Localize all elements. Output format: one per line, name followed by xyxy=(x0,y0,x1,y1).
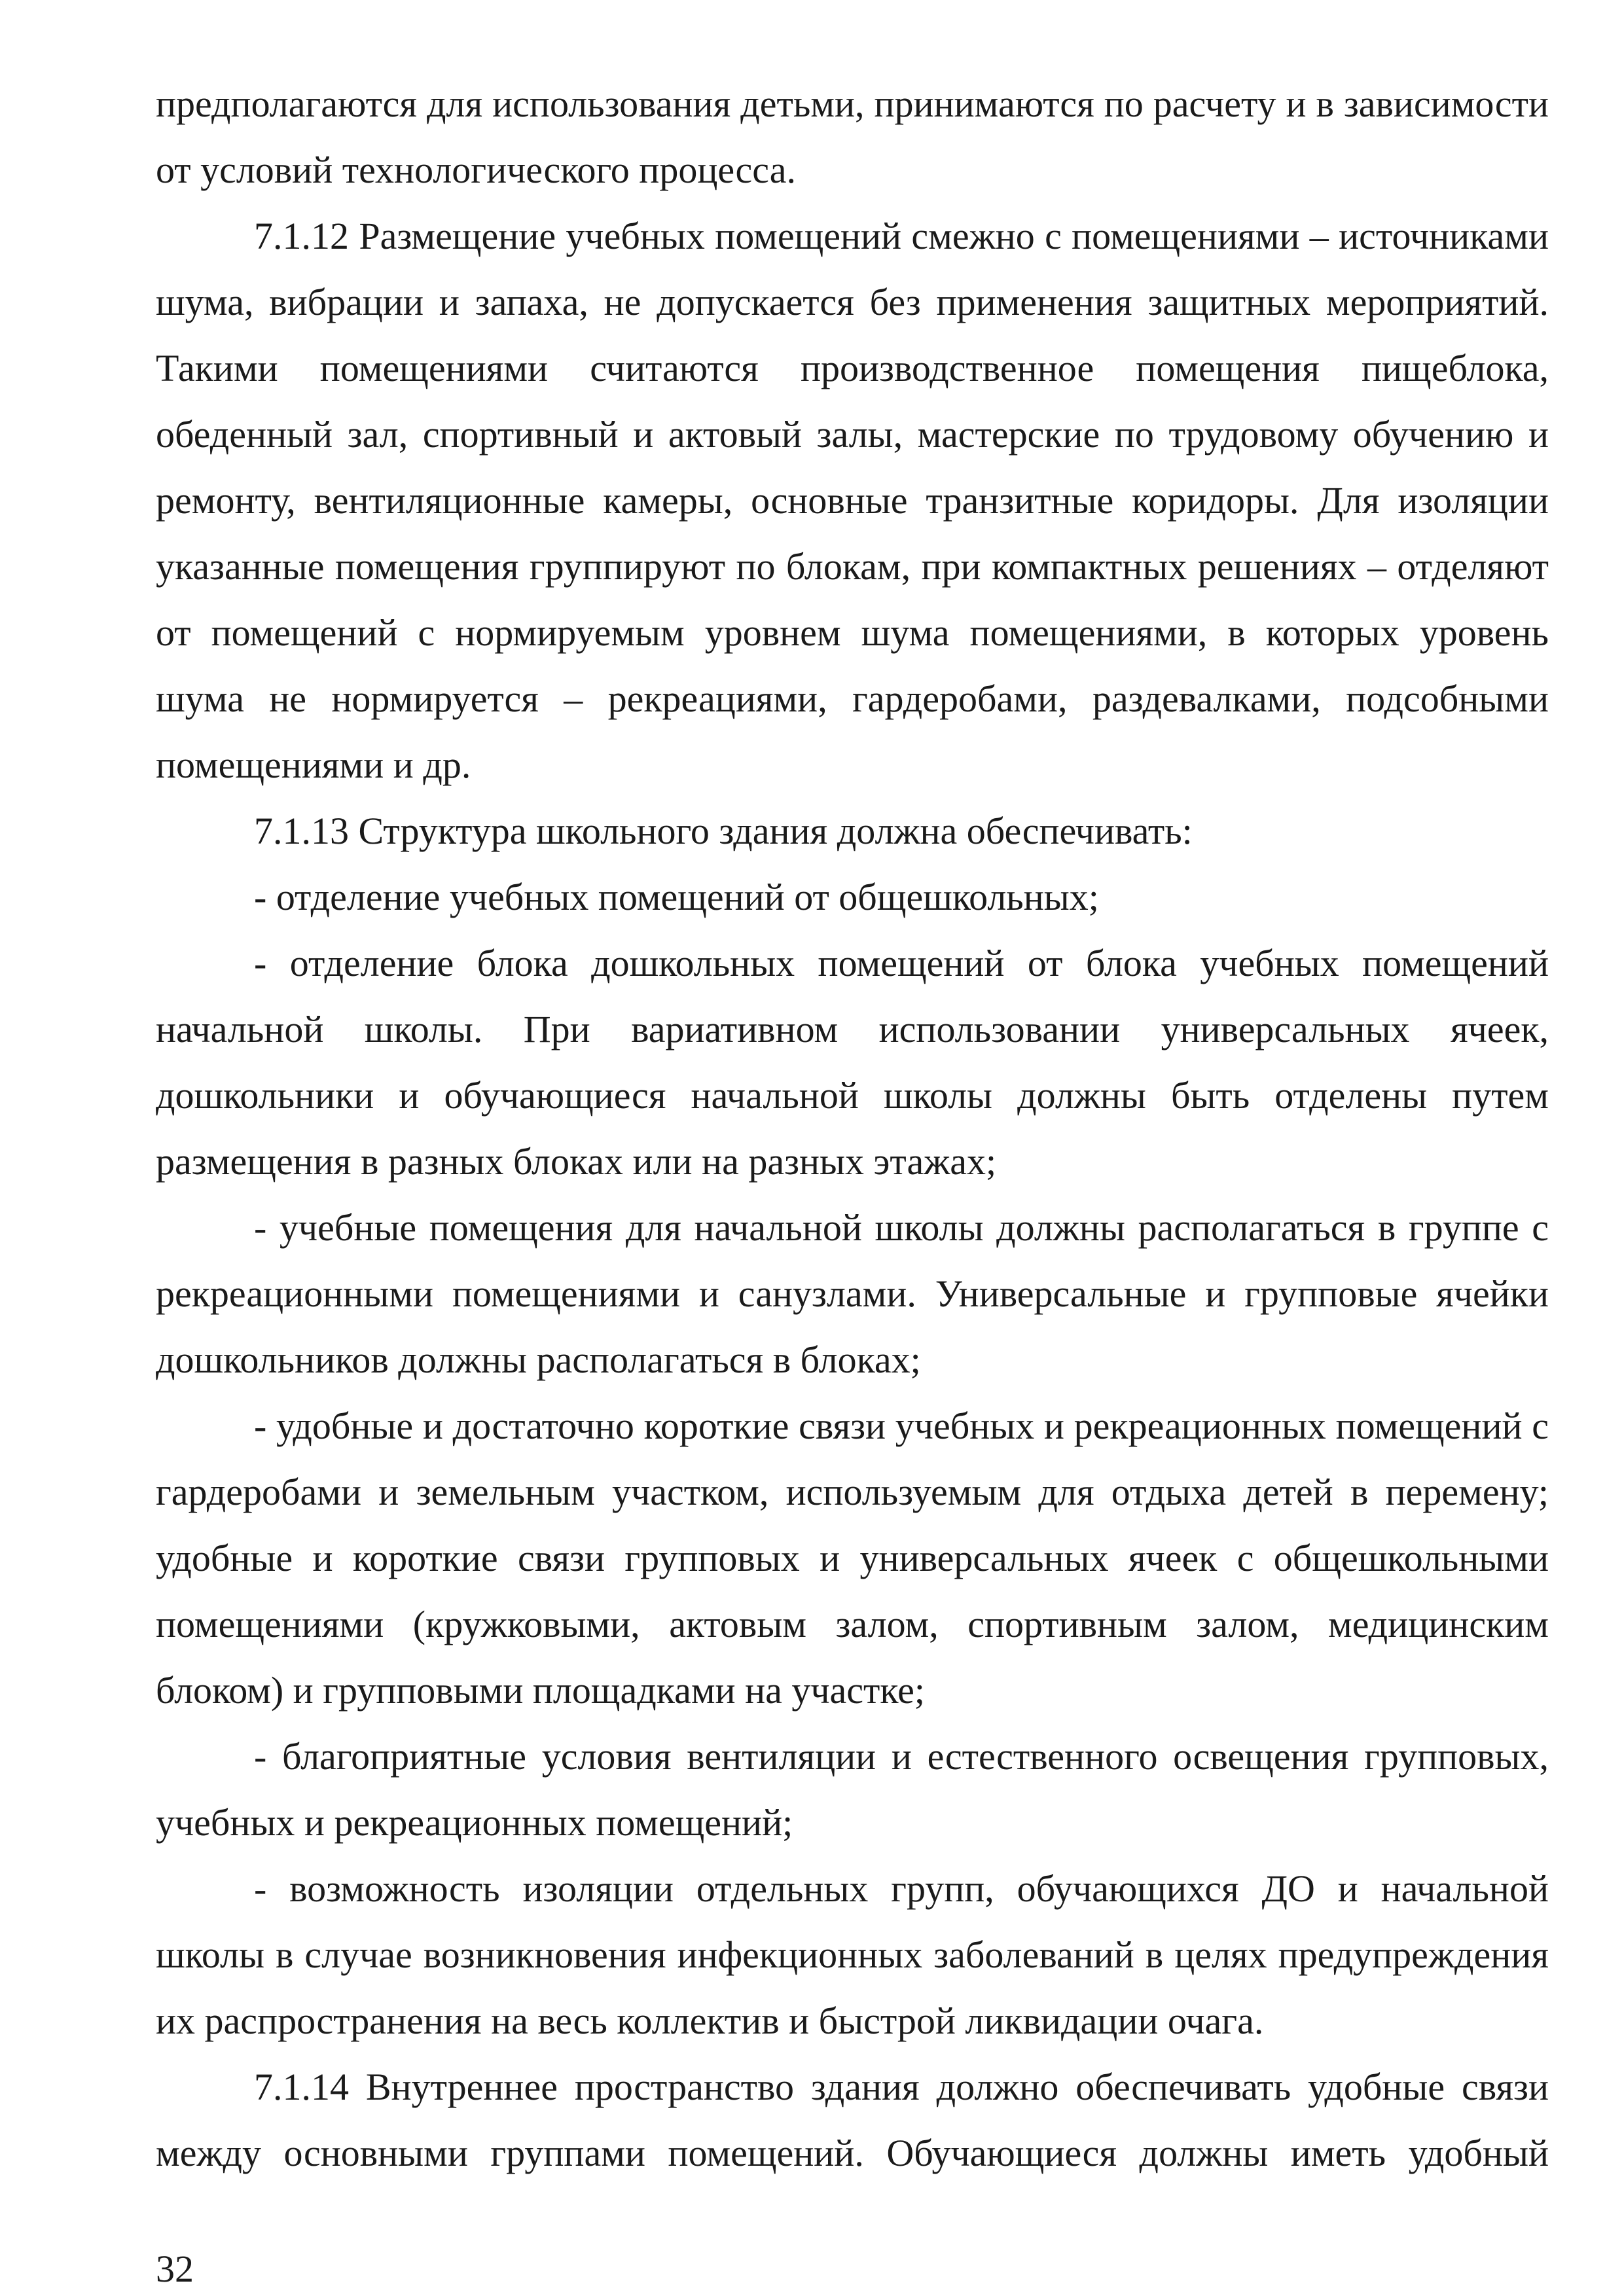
paragraph-7-1-13: 7.1.13 Структура школьного здания должна обеспечивать: xyxy=(254,810,1193,852)
list-item-ventilation-lighting: - благоприятные условия вентиляции и естественного освещения групповых, учебных и рекреационных помещений; xyxy=(156,1735,1549,1844)
list-item-separation-classrooms: - отделение учебных помещений от общешкольных; xyxy=(254,876,1099,918)
list-item-group-isolation: - возможность изоляции отдельных групп, обучающихся ДО и начальной школы в случае возникновения инфекционных заболеваний в целях предупреждения их распространения на весь коллектив и быстрой ликвидации очага. xyxy=(156,1867,1549,2042)
document-page xyxy=(156,71,1549,2186)
paragraph-continuation: предполагаются для использования детьми, принимаются по расчету и в зависимости от условий технологического процесса. xyxy=(156,82,1549,191)
page-number: 32 xyxy=(156,2248,194,2290)
list-item-primary-school-rooms: - учебные помещения для начальной школы должны располагаться в группе с рекреационными помещениями и санузлами. Универсальные и групповые ячейки дошкольников должны располагаться в блоках; xyxy=(156,1206,1549,1381)
paragraph-7-1-14: 7.1.14 Внутреннее пространство здания должно обеспечивать удобные связи между основными группами помещений. Обучающиеся должны иметь удобный xyxy=(156,2066,1549,2174)
list-item-short-connections: - удобные и достаточно короткие связи учебных и рекреационных помещений с гардеробами и земельным участком, используемым для отдыха детей в перемену; удобные и короткие связи групповых и универсальных ячеек с общешкольными помещениями (кружковыми, актовым залом, спортивным залом, медицинским блоком) и групповыми площадками на участке; xyxy=(156,1405,1549,1712)
paragraph-7-1-12: 7.1.12 Размещение учебных помещений смежно с помещениями – источниками шума, вибрации и запаха, не допускается без применения защитных мероприятий. Такими помещениями считаются производственное помещения пищеблока, обеденный зал, спортивный и актовый залы, мастерские по трудовому обучению и ремонту, вентиляционные камеры, основные транзитные коридоры. Для изоляции указанные помещения группируют по блокам, при компактных решениях – отделяют от помещений с нормируемым уровнем шума помещениями, в которых уровень шума не нормируется – рекреациями, гардеробами, раздевалками, подсобными помещениями и др. xyxy=(156,215,1549,786)
list-item-separation-preschool: - отделение блока дошкольных помещений от блока учебных помещений начальной школы. При вариативном использовании универсальных ячеек, дошкольники и обучающиеся начальной школы должны быть отделены путем размещения в разных блоках или на разных этажах; xyxy=(156,942,1549,1183)
